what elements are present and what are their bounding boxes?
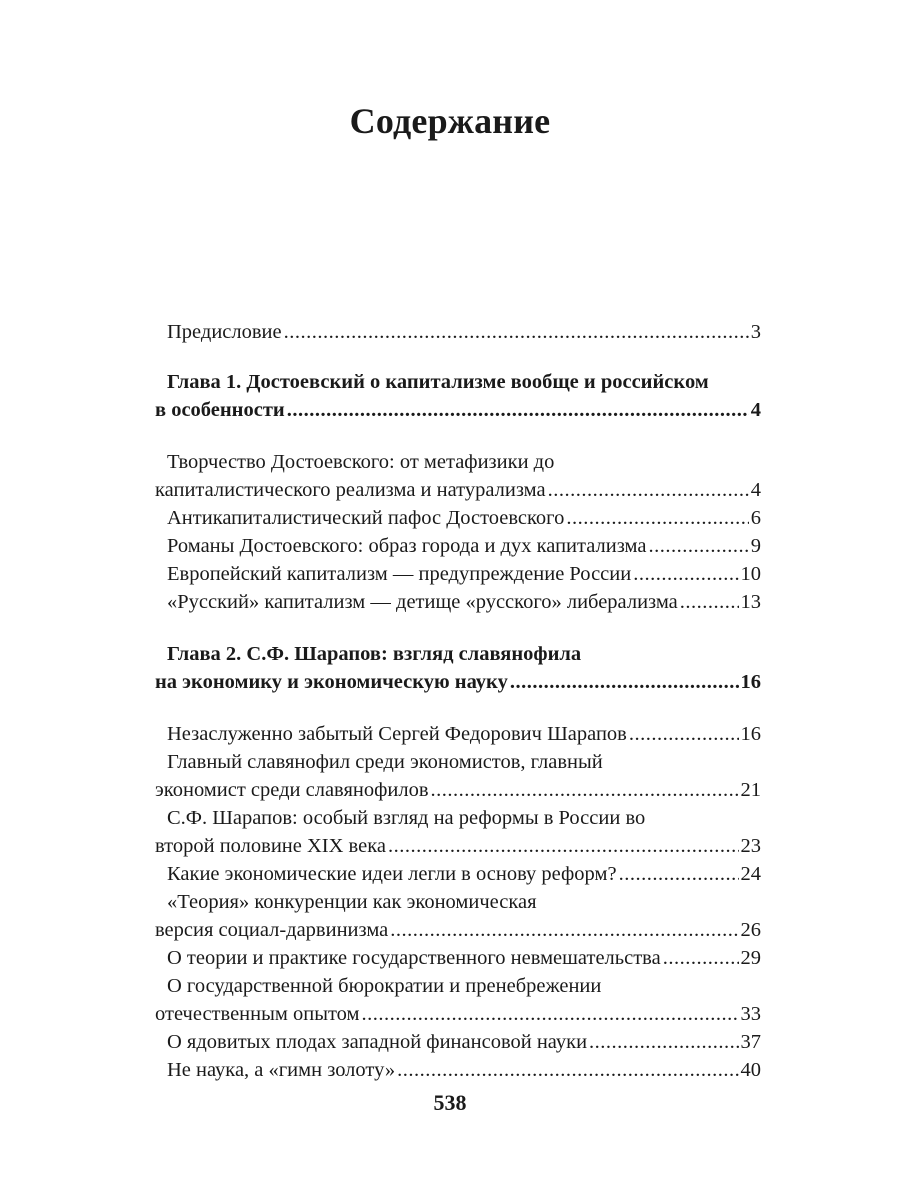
toc-section[interactable] xyxy=(155,1056,761,1084)
section-title: «Теория» конкуренции как экономическая xyxy=(167,891,537,913)
toc-page-number: 29 xyxy=(740,947,761,969)
section-title-cont: версия социал-дарвинизма xyxy=(155,919,389,941)
section-title-cont: капиталистического реализма и натурализма xyxy=(155,479,546,501)
leader-dots xyxy=(648,532,748,560)
toc-section[interactable] xyxy=(155,448,761,504)
toc-page-number: 6 xyxy=(750,507,761,529)
toc-section[interactable] xyxy=(155,560,761,588)
toc-page-number: 10 xyxy=(740,563,761,585)
leader-dots xyxy=(397,1056,738,1084)
toc-page-number: 16 xyxy=(740,671,761,693)
section-title: Какие экономические идеи легли в основу реформ? xyxy=(167,863,617,885)
toc-section[interactable] xyxy=(155,804,761,860)
section-title: Творчество Достоевского: от метафизики до xyxy=(167,451,555,473)
section-title: «Русский» капитализм — детище «русского» либерализма xyxy=(167,591,678,613)
toc-page-number: 23 xyxy=(740,835,761,857)
section-title: О государственной бюрократии и пренебрежении xyxy=(167,975,602,997)
toc-entry-preface[interactable] xyxy=(155,318,761,346)
page-number: 538 xyxy=(433,1090,467,1115)
leader-dots xyxy=(287,396,749,424)
toc-section[interactable] xyxy=(155,588,761,616)
leader-dots xyxy=(548,476,749,504)
toc-page-number: 37 xyxy=(740,1031,761,1053)
leader-dots xyxy=(619,860,739,888)
toc-entry-title: Предисловие xyxy=(167,321,282,343)
leader-dots xyxy=(589,1028,738,1056)
toc-page-number: 21 xyxy=(740,779,761,801)
leader-dots xyxy=(388,832,739,860)
leader-dots xyxy=(680,588,739,616)
section-title: Главный славянофил среди экономистов, главный xyxy=(167,751,603,773)
section-title: Европейский капитализм — предупреждение России xyxy=(167,563,632,585)
toc-section[interactable] xyxy=(155,532,761,560)
toc-section[interactable] xyxy=(155,504,761,532)
toc-page-number: 4 xyxy=(750,399,761,421)
leader-dots xyxy=(362,1000,739,1028)
section-title: О ядовитых плодах западной финансовой науки xyxy=(167,1031,588,1053)
toc-page-number: 13 xyxy=(740,591,761,613)
toc-page-number: 33 xyxy=(740,1003,761,1025)
leader-dots xyxy=(663,944,739,972)
section-title: Романы Достоевского: образ города и дух капитализма xyxy=(167,535,647,557)
page-title: Содержание xyxy=(349,101,551,141)
section-title-cont: второй половине XIX века xyxy=(155,835,386,857)
toc-section[interactable] xyxy=(155,748,761,804)
toc-section[interactable] xyxy=(155,720,761,748)
leader-dots xyxy=(629,720,739,748)
chapter-title-cont: на экономику и экономическую науку xyxy=(155,671,508,693)
leader-dots xyxy=(390,916,738,944)
toc-page-number: 24 xyxy=(740,863,761,885)
toc-chapter-1[interactable] xyxy=(155,368,761,424)
section-title-cont: экономист среди славянофилов xyxy=(155,779,429,801)
toc-section[interactable] xyxy=(155,944,761,972)
toc-chapter-2[interactable] xyxy=(155,640,761,696)
section-title: Не наука, а «гимн золоту» xyxy=(167,1059,396,1081)
section-title: С.Ф. Шарапов: особый взгляд на реформы в России во xyxy=(167,807,646,829)
toc-page-number: 3 xyxy=(750,321,761,343)
section-title-cont: отечественным опытом xyxy=(155,1003,360,1025)
section-title: Антикапиталистический пафос Достоевского xyxy=(167,507,565,529)
toc-page-number: 16 xyxy=(740,723,761,745)
toc-section[interactable] xyxy=(155,972,761,1028)
section-title: О теории и практике государственного невмешательства xyxy=(167,947,661,969)
toc-section[interactable] xyxy=(155,1028,761,1056)
section-title: Незаслуженно забытый Сергей Федорович Шарапов xyxy=(167,723,627,745)
chapter-title-cont: в особенности xyxy=(155,399,285,421)
leader-dots xyxy=(284,318,749,346)
toc-page-number: 26 xyxy=(740,919,761,941)
leader-dots xyxy=(633,560,738,588)
chapter-title: Глава 2. С.Ф. Шарапов: взгляд славянофила xyxy=(167,643,582,665)
table-of-contents xyxy=(155,318,761,1084)
toc-page-number: 4 xyxy=(750,479,761,501)
toc-page-number: 9 xyxy=(750,535,761,557)
toc-section[interactable] xyxy=(155,860,761,888)
leader-dots xyxy=(566,504,748,532)
chapter-title: Глава 1. Достоевский о капитализме вообще и российском xyxy=(167,371,709,393)
toc-page-number: 40 xyxy=(740,1059,761,1081)
toc-section[interactable] xyxy=(155,888,761,944)
leader-dots xyxy=(510,668,739,696)
leader-dots xyxy=(431,776,739,804)
